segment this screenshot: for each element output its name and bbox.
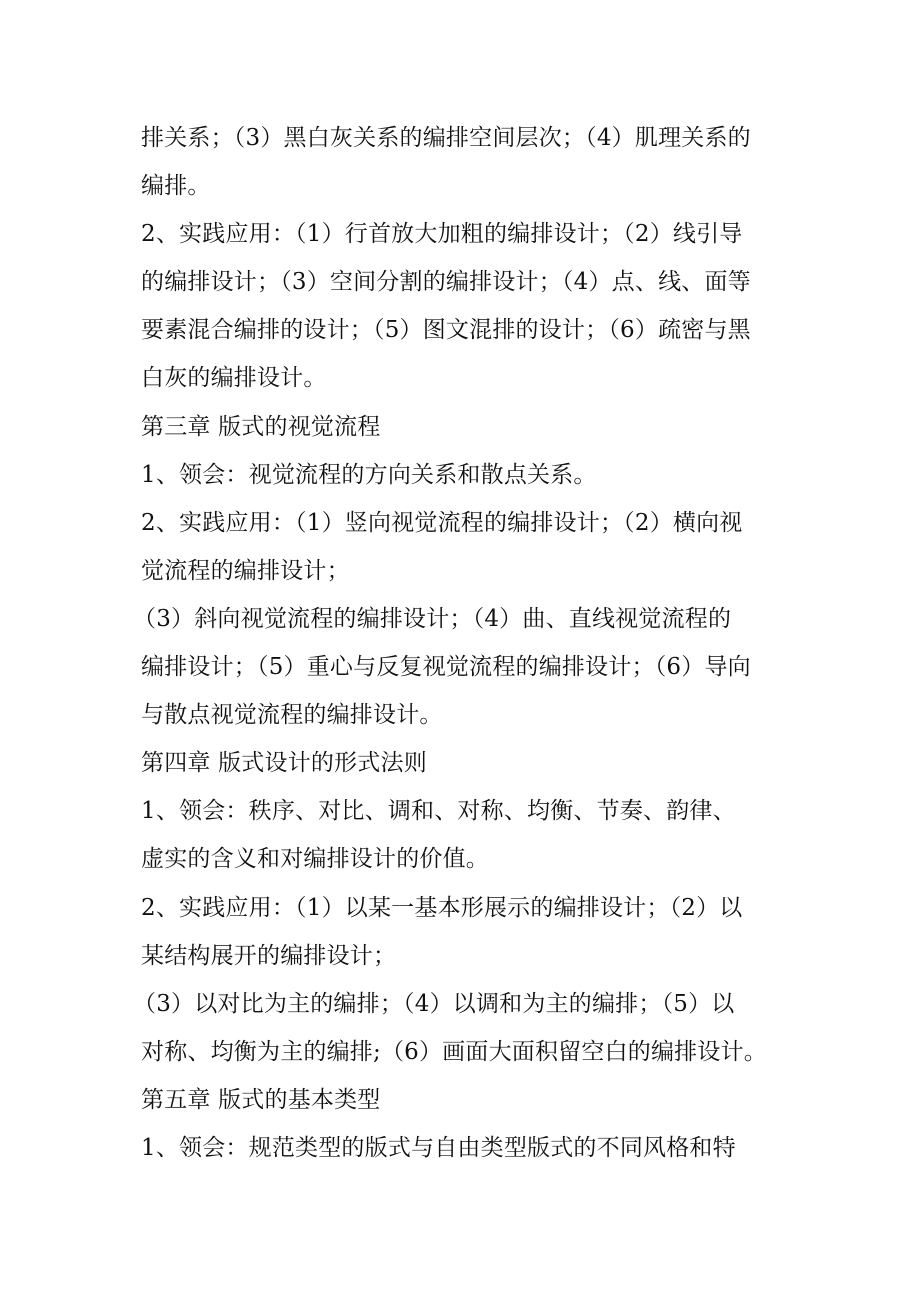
chapter-heading: 第四章 版式设计的形式法则 [141, 750, 427, 777]
body-line: 排关系；（3）黑白灰关系的编排空间层次；（4）肌理关系的 [141, 125, 751, 151]
chapter-heading: 第五章 版式的基本类型 [141, 1086, 381, 1113]
document-body [133, 114, 786, 1172]
body-line: 觉流程的编排设计； [141, 557, 350, 584]
body-line: 1、领会：秩序、对比、调和、对称、均衡、节奏、韵律、 [141, 798, 736, 825]
body-line: 虚实的含义和对编排设计的价值。 [141, 846, 489, 873]
body-line: 某结构展开的编排设计； [141, 942, 397, 969]
body-line: 的编排设计；（3）空间分割的编排设计；（4）点、线、面等 [141, 269, 751, 296]
body-line: 白灰的编排设计。 [141, 365, 327, 392]
body-line: 对称、均衡为主的编排;（6）画面大面积留空白的编排设计。 [141, 1038, 767, 1065]
body-line: 编排。 [141, 173, 211, 200]
body-line: 2、实践应用：（1）以某一基本形展示的编排设计；（2）以 [141, 894, 743, 921]
body-line: 2、实践应用：（1）竖向视觉流程的编排设计；（2）横向视 [141, 509, 743, 536]
body-line: 要素混合编排的设计；（5）图文混排的设计；（6）疏密与黑 [141, 317, 751, 344]
body-line: （3）以对比为主的编排；（4）以调和为主的编排；（5）以 [133, 990, 735, 1017]
body-line: 1、领会：视觉流程的方向关系和散点关系。 [141, 461, 597, 488]
body-line: 与散点视觉流程的编排设计。 [141, 702, 443, 729]
body-line: 编排设计；（5）重心与反复视觉流程的编排设计；（6）导向 [141, 654, 751, 681]
chapter-heading: 第三章 版式的视觉流程 [141, 413, 381, 440]
body-line: （3）斜向视觉流程的编排设计；（4）曲、直线视觉流程的 [133, 605, 732, 632]
body-line: 1、领会：规范类型的版式与自由类型版式的不同风格和特 [141, 1134, 736, 1161]
body-line: 2、实践应用：（1）行首放大加粗的编排设计；（2）线引导 [141, 221, 743, 248]
